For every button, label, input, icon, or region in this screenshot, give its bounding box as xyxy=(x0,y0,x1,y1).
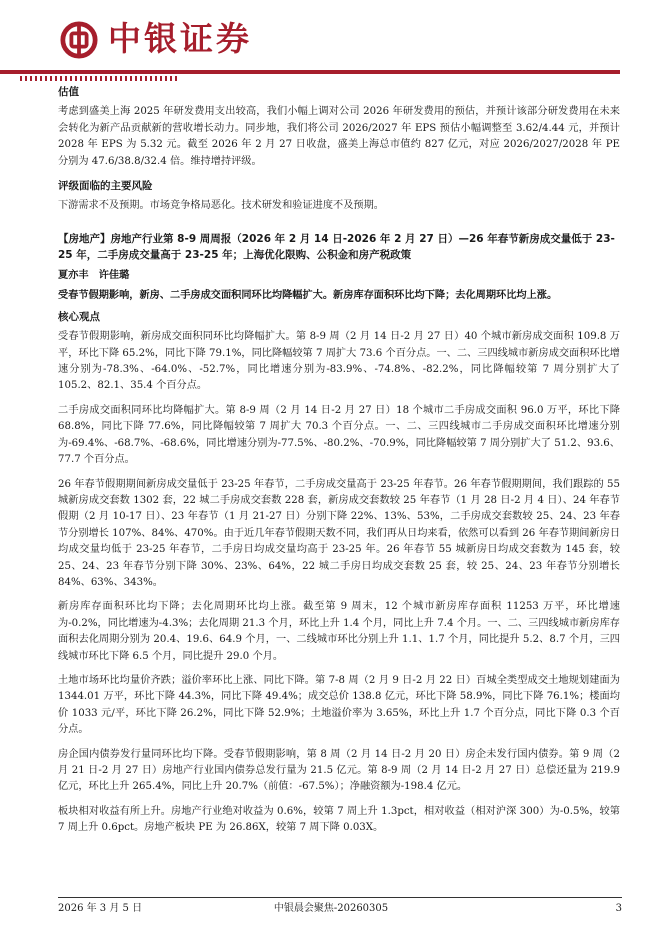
footer-rule xyxy=(58,897,622,898)
paragraph-inventory: 新房库存面积环比均下降；去化周期环比均上涨。截至第 9 周末，12 个城市新房库存面积 11253 万平，环比增速为-0.2%，同比增速为-4.3%；去化周期 21.3 个月，环比上升 1.4 个月，同比上升 7.4 个月。一、二、三四线城市新房库存面积去化周期分别为 20.4、19.6、64.9 个月，一、二线城市环比分别上升 1.1、1.7 个月，同比提升 5.2、8.7 个月，三四线城市环比下降 6.5 个月，同比提升 29.0 个月。 xyxy=(58,601,620,662)
page-number: 3 xyxy=(615,903,622,914)
page-header xyxy=(0,0,662,80)
report-authors: 夏亦丰 许佳璐 xyxy=(58,270,130,282)
paragraph-sector-returns: 板块相对收益有所上升。房地产行业绝对收益为 0.6%，较第 7 周上升 1.3pct，相对收益（相对沪深 300）为-0.5%，较第 7 周上升 0.6pct。房地产板块 PE 为 26.86X，较第 7 周下降 0.03X。 xyxy=(58,805,620,834)
footer-source: 中银晨会聚焦-20260305 xyxy=(273,903,389,914)
brand-name: 中银证券 xyxy=(108,19,252,58)
paragraph-second-hand-sales: 二手房成交面积同环比均降幅扩大。第 8-9 周（2 月 14 日-2 月 27 日）18 个城市二手房成交面积 96.0 万平，环比下降 68.8%，同比下降 77.6%，同比降幅较第 7 周扩大 70.3 个百分点。一、二、三四线城市二手房成交面积环比增速分别为-69.4%、-68.7%、-68.6%，同比增速分别为-77.5%、-80.2%、-70.9%，同比降幅较第 7 周分别扩大了 51.2、93.6、77.7 个百分点。 xyxy=(58,404,620,466)
bank-of-china-logo-icon xyxy=(60,21,98,59)
paragraph-new-home-sales: 受春节假期影响，新房成交面积同环比均降幅扩大。第 8-9 周（2 月 14 日-2 月 27 日）40 个城市新房成交面积 109.8 万平，环比下降 65.2%，同比下降 79.1%，同比降幅较第 7 周扩大 73.6 个百分点。一、二、三四线城市新房成交面积环比增速分别为-78.3%、-64.0%、-52.7%，同比增速分别为-83.9%、-74.8%、-82.2%，同比降幅较第 7 周分别扩大了 105.2、82.1、35.4 个百分点。 xyxy=(58,331,620,392)
report-title: 【房地产】房地产行业第 8-9 周周报（2026 年 2 月 14 日-2026 年 2 月 27 日）—26 年春节新房成交量低于 23-25 年，二手房成交量高于 23-25 年；上海优化限购、公积金和房产税政策 xyxy=(58,232,615,262)
paragraph-land-market: 土地市场环比均量价齐跌；溢价率环比上涨、同比下降。第 7-8 周（2 月 9 日-2 月 22 日）百城全类型成交土地规划建面为 1344.01 万平，环比下降 44.3%，同比下降 49.4%；成交总价 138.8 亿元，环比下降 58.9%，同比下降 76.1%；楼面均价 1033 元/平，环比下降 26.2%，同比下降 52.9%；土地溢价率为 3.65%，环比上升 1.7 个百分点，同比下降 0.3 个百分点。 xyxy=(58,674,620,736)
valuation-title: 估值 xyxy=(58,86,79,98)
risks-text: 下游需求不及预期。市场竞争格局恶化。技术研发和验证进度不及预期。 xyxy=(58,200,384,212)
paragraph-spring-festival: 26 年春节假期期间新房成交量低于 23-25 年春节，二手房成交量高于 23-25 年春节。26 年春节假期期间，我们跟踪的 55 城新房成交套数 1302 套，22 城二手房成交套数 228 套，新房成交套数较 25 年春节（1 月 28 日-2 月 4 日）、24 年春节假期（2 月 10-17 日）、23 年春节（1 月 21-27 日）分别下降 22%、13%、53%，二手房成交套数较 25、24、23 年春节分别增长 107%、84%、470%。由于近几年春节假期天数不同，我们再从日均来看，依然可以看到 26 年春节期间新房日均成交量均低于 23-25 年春节，二手房日均成交量均高于 23-25 年。26 年春节 55 城新房日均成交套数为 145 套，较 25、24、23 年春节分别下降 30%、23%、64%，22 城二手房日均成交套数 25 套，较 25、24、23 年春节分别增长 84%、63%、343%。 xyxy=(58,478,621,588)
risks-title: 评级面临的主要风险 xyxy=(58,180,153,193)
footer-date: 2026 年 3 月 5 日 xyxy=(58,903,143,914)
header-rule xyxy=(0,70,620,76)
core-views-title: 核心观点 xyxy=(58,310,100,323)
paragraph-bond-issuance: 房企国内债券发行量同环比均下降。受春节假期影响，第 8 周（2 月 14 日-2 月 20 日）房企未发行国内债券。第 9 周（2 月 21 日-2 月 27 日）房地产行业国内债券总发行量为 21.5 亿元。第 8-9 周（2 月 14 日-2 月 27 日）总偿还量为 219.9 亿元，环比上升 265.4%，同比上升 20.7%（前值：-67.5%）；净融资额为-198.4 亿元。 xyxy=(58,748,620,793)
report-lead: 受春节假期影响，新房、二手房成交面积同环比均降幅扩大。新房库存面积环比均下降；去化周期环比均上涨。 xyxy=(58,290,558,302)
page-content xyxy=(58,84,620,845)
valuation-text: 考虑到盛美上海 2025 年研发费用支出较高，我们小幅上调对公司 2026 年研发费用的预估，并预计该部分研发费用在未来会转化为新产品贡献新的营收增长动力。同步地，我们将公司 2026/2027 年 EPS 预估小幅调整至 3.62/4.44 元，并预计 2028 年 EPS 为 5.32 元。截至 2026 年 2 月 27 日收盘，盛美上海总市值约 827 亿元，对应 2026/2027/2028 年 PE 分别为 47.6/38.8/32.4 倍。维持增持评级。 xyxy=(58,106,620,167)
